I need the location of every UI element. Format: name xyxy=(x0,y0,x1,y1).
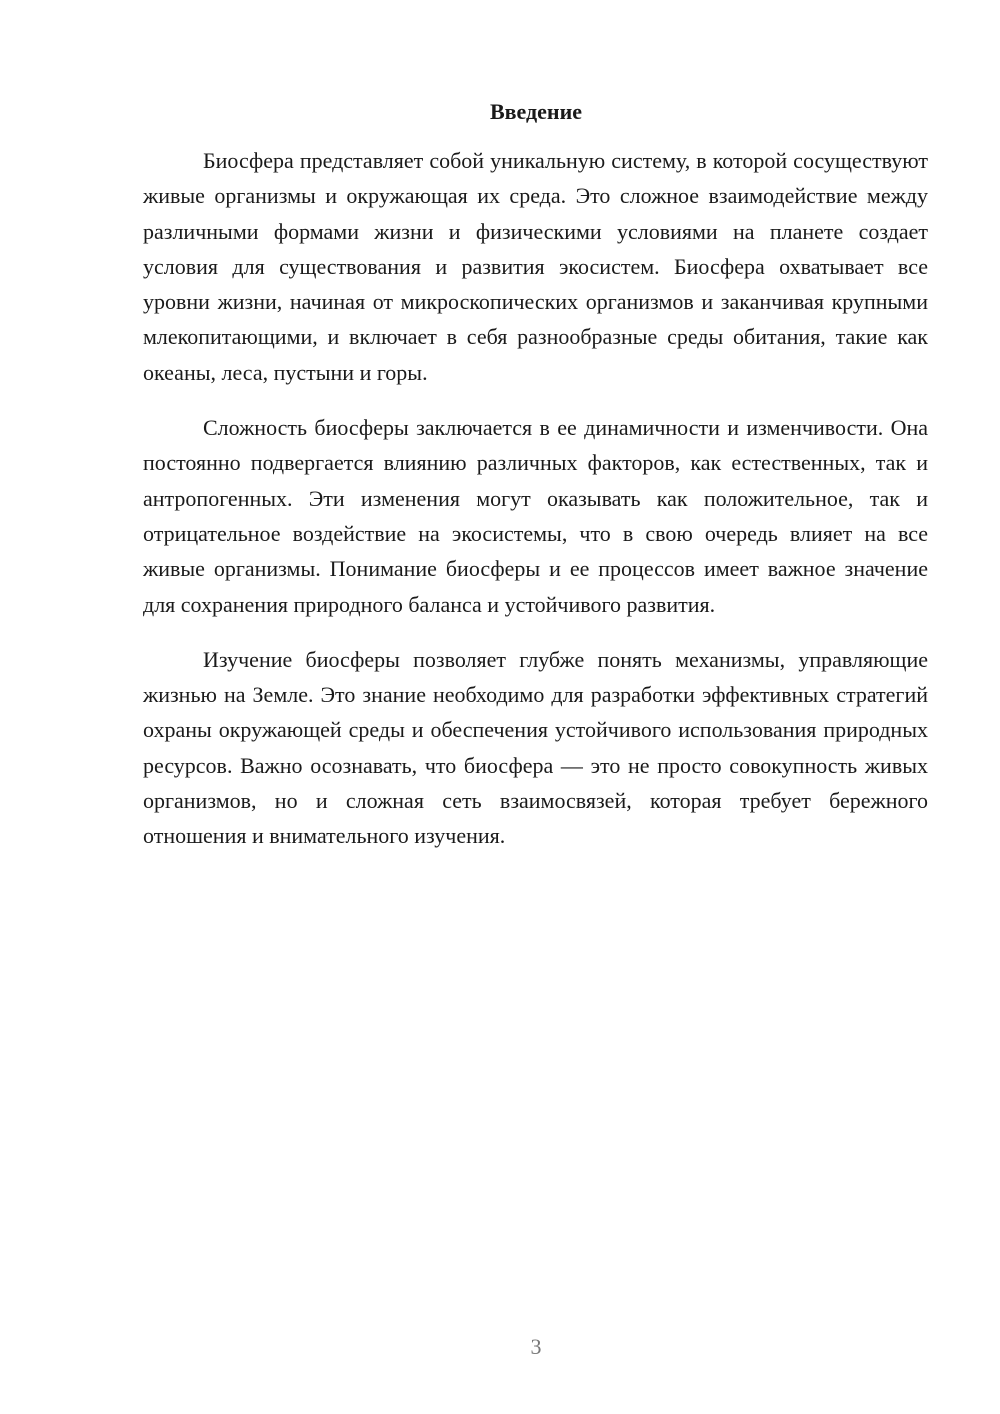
body-text xyxy=(143,143,928,874)
paragraph-3: Изучение биосферы позволяет глубже понять механизмы, управляющие жизнью на Земле. Это знание необходимо для разработки эффективных стратегий охраны окружающей среды и обеспечения устойчивого использования природных ресурсов. Важно осознавать, что биосфера — это не просто совокупность живых организмов, но и сложная сеть взаимосвязей, которая требует бережного отношения и внимательного изучения. xyxy=(143,646,928,849)
paragraph-2: Сложность биосферы заключается в ее динамичности и изменчивости. Она постоянно подвергается влиянию различных факторов, как естественных, так и антропогенных. Эти изменения могут оказывать как положительное, так и отрицательное воздействие на экосистемы, что в свою очередь влияет на все живые организмы. Понимание биосферы и ее процессов имеет важное значение для сохранения природного баланса и устойчивого развития. xyxy=(143,415,928,617)
paragraph-1: Биосфера представляет собой уникальную систему, в которой сосуществуют живые организмы и окружающая их среда. Это сложное взаимодействие между различными формами жизни и физическими условиями на планете создает условия для существования и развития экосистем. Биосфера охватывает все уровни жизни, начиная от микроскопических организмов и заканчивая крупными млекопитающими, и включает в себя разнообразные среды обитания, такие как океаны, леса, пустыни и горы. xyxy=(143,148,928,385)
page-number: 3 xyxy=(530,1334,542,1359)
section-heading: Введение xyxy=(489,99,583,124)
